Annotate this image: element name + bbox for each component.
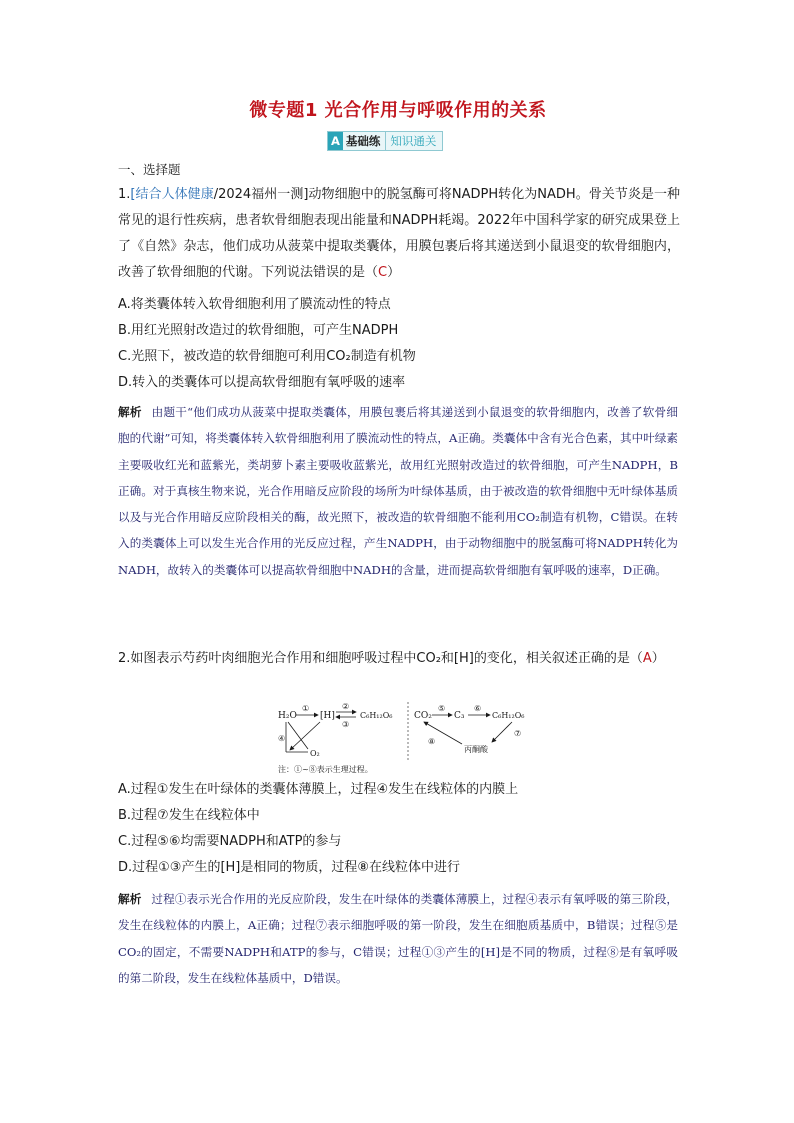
arrow-7 [492, 722, 512, 742]
q2-option-b: B.过程⑦发生在线粒体中 [118, 808, 260, 823]
q1-option-b: B.用红光照射改造过的软骨细胞，可产生NADPH [118, 323, 399, 338]
h-label: [H] [320, 711, 335, 721]
q1-option-c: C.光照下，被改造的软骨细胞可利用CO₂制造有机物 [118, 349, 416, 364]
badge-main: 基础练 [345, 134, 381, 148]
process-2-label: ② [342, 702, 350, 711]
q2-option-d: D.过程①③产生的[H]是相同的物质，过程⑧在线粒体中进行 [118, 860, 461, 875]
process-1-label: ① [302, 704, 310, 713]
question-1-explanation: 解析 由题干“他们成功从菠菜中提取类囊体，用膜包裹后将其递送到小鼠退变的软骨细胞内，改善了软骨细胞的代谢”可知，将类囊体转入软骨细胞利用了膜流动性的特点，A正确。类囊体中含有光合色素，其中叶绿素主要吸收红光和蓝紫光，类胡萝卜素主要吸收蓝紫光，故用红光照射改造过的软骨细胞，可产生NADPH，B正确。对于真核生物来说，光合作用暗反应阶段的场所为叶绿体基质，由于被改造的软骨细胞中无叶绿体基质以及与光合作用暗反应阶段相关的酶，故光照下，被改造的软骨细胞不能利用CO₂制造有机物，C错误。在转入的类囊体上可以发生光合作用的光反应过程，产生NADPH，由于动物细胞中的脱氢酶可将NADPH转化为NADH，故转入的类囊体可以提高软骨细胞中NADH的含量，进而提高软骨细胞有氧呼吸的速率，D正确。 [118, 405, 678, 577]
c3-label: C₃ [454, 711, 465, 721]
badge-sub: 知识通关 [385, 132, 442, 150]
process-diagram [278, 700, 578, 778]
explanation-label: 解析 [118, 405, 142, 419]
process-7-label: ⑦ [514, 729, 522, 738]
q1-option-a: A.将类囊体转入软骨细胞利用了膜流动性的特点 [118, 297, 391, 312]
glucose-left-label: C₆H₁₂O₆ [360, 711, 393, 720]
process-8-label: ⑧ [428, 737, 436, 746]
level-badge [327, 131, 443, 151]
page-title: 微专题1 光合作用与呼吸作用的关系 [249, 100, 547, 121]
co2-label: CO₂ [414, 711, 432, 721]
explanation-label: 解析 [118, 892, 142, 906]
h2o-label: H₂O [278, 711, 297, 721]
question-1-answer: C [378, 265, 388, 280]
process-5-label: ⑤ [438, 704, 446, 713]
glucose-right-label: C₆H₁₂O₆ [492, 711, 525, 720]
process-3-label: ③ [342, 720, 350, 729]
q2-option-c: C.过程⑤⑥均需要NADPH和ATP的参与 [118, 834, 342, 849]
pyruvate-label: 丙酮酸 [464, 745, 488, 754]
question-2-answer: A [642, 651, 652, 666]
q2-option-a: A.过程①发生在叶绿体的类囊体薄膜上，过程④发生在线粒体的内膜上 [118, 782, 519, 797]
section-heading: 一、选择题 [118, 162, 181, 177]
process-4-label: ④ [278, 734, 286, 743]
process-6-label: ⑥ [474, 704, 482, 713]
question-2-stem: 2.如图表示芍药叶肉细胞光合作用和细胞呼吸过程中CO₂和[H]的变化，相关叙述正确的是（A） [118, 651, 665, 666]
question-tag: [结合人体健康 [130, 187, 214, 202]
diagram-note: 注：①~⑧表示生理过程。 [278, 765, 373, 774]
diagonal-arrow [290, 722, 320, 750]
question-2-explanation: 解析 过程①表示光合作用的光反应阶段，发生在叶绿体的类囊体薄膜上，过程④表示有氧呼吸的第三阶段，发生在线粒体的内膜上，A正确；过程⑦表示细胞呼吸的第一阶段，发生在细胞质基质中，B错误；过程⑤是CO₂的固定，不需要NADPH和ATP的参与，C错误；过程①③产生的[H]是不同的物质，过程⑧是有氧呼吸的第二阶段，发生在线粒体基质中，D错误。 [118, 892, 678, 985]
badge-letter: A [328, 132, 343, 150]
q1-option-d: D.转入的类囊体可以提高软骨细胞有氧呼吸的速率 [118, 375, 406, 390]
o2-label: O₂ [310, 749, 320, 758]
question-1-stem: 1.[结合人体健康/2024福州一测]动物细胞中的脱氢酶可将NADPH转化为NADH。骨关节炎是一种常见的退行性疾病，患者软骨细胞表现出能量和NADPH耗竭。2022年中国科学家的研究成果登上了《自然》杂志，他们成功从菠菜中提取类囊体，用膜包裹后将其递送到小鼠退变的软骨细胞内，改善了软骨细胞的代谢。下列说法错误的是（C） [118, 187, 680, 280]
